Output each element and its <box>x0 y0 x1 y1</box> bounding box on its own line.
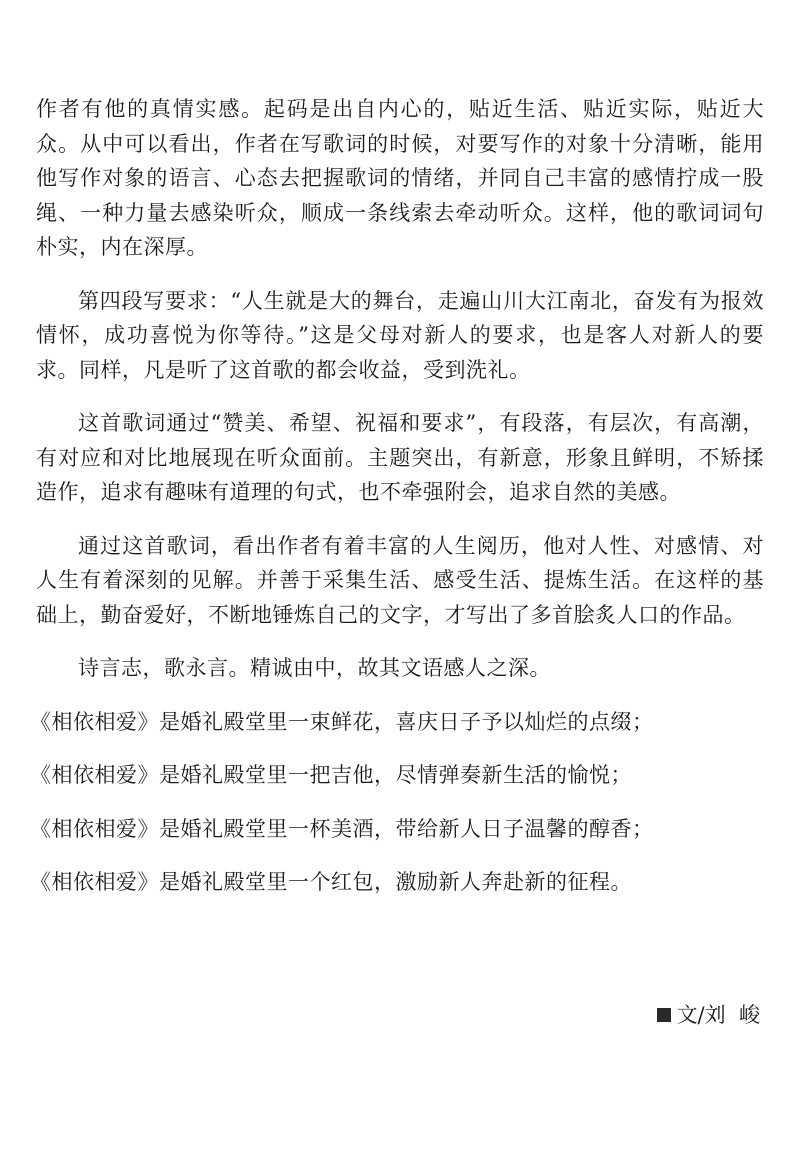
square-bullet-icon <box>657 1008 671 1022</box>
article-body <box>30 92 764 919</box>
byline-text: 文/刘 峻 <box>676 1003 760 1027</box>
paragraph-1: 作者有他的真情实感。起码是出自内心的，贴近生活、贴近实际，贴近大众。从中可以看出，作者在写歌词的时候，对要写作的对象十分清晰，能用他写作对象的语言、心态去把握歌词的情绪，并同自己丰富的感情拧成一股绳、一种力量去感染听众，顺成一条线索去牵动听众。这样，他的歌词词句朴实，内在深厚。 <box>36 97 764 259</box>
closing-line-4: 《相依相爱》是婚礼殿堂里一个红包，激励新人奔赴新的征程。 <box>30 870 632 894</box>
paragraph-2: 第四段写要求：“人生就是大的舞台，走遍山川大江南北，奋发有为报效情怀，成功喜悦为你等待。”这是父母对新人的要求，也是客人对新人的要求。同样，凡是听了这首歌的都会收益，受到洗礼。 <box>36 288 764 382</box>
closing-line-1: 《相依相爱》是婚礼殿堂里一束鲜花，喜庆日子予以灿烂的点缀； <box>30 709 654 734</box>
byline <box>657 1000 760 1030</box>
paragraph-5: 诗言志，歌永言。精诚由中，故其文语感人之深。 <box>78 656 551 680</box>
paragraph-4: 通过这首歌词，看出作者有着丰富的人生阅历，他对人性、对感情、对人生有着深刻的见解。并善于采集生活、感受生活、提炼生活。在这样的基础上，勤奋爱好，不断地锤炼自己的文字，才写出了多首脍炙人口的作品。 <box>36 533 764 627</box>
paragraph-3: 这首歌词通过“赞美、希望、祝福和要求”，有段落，有层次，有高潮，有对应和对比地展现在听众面前。主题突出，有新意，形象且鲜明，不矫揉造作，追求有趣味有道理的句式，也不牵强附会，追求自然的美感。 <box>36 411 764 504</box>
closing-line-2: 《相依相爱》是婚礼殿堂里一把吉他，尽情弹奏新生活的愉悦； <box>30 763 632 787</box>
closing-line-3: 《相依相爱》是婚礼殿堂里一杯美酒，带给新人日子温馨的醇香； <box>30 816 654 841</box>
